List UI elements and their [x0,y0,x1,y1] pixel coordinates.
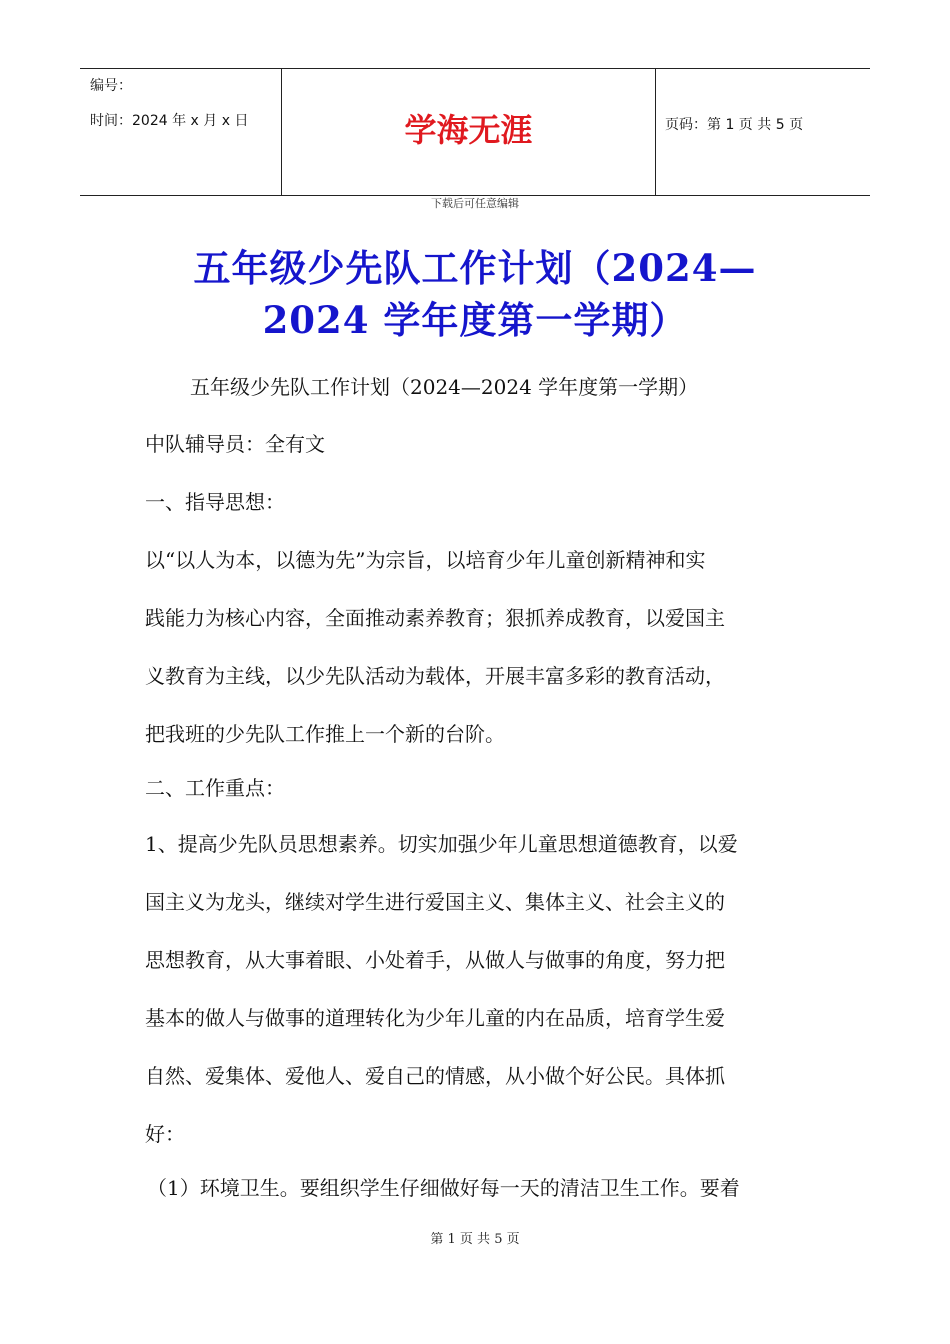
section2-heading-text: 二、工作重点： [145,776,285,800]
paragraph-line: 自然、爱集体、爱他人、爱自己的情感，从小做个好公民。具体抓 [145,1064,725,1088]
section1-heading [145,473,825,531]
paragraph-line: 义教育为主线，以少先队活动为载体，开展丰富多彩的教育活动， [145,664,725,688]
paragraph-line: 把我班的少先队工作推上一个新的台阶。 [145,722,505,746]
paragraph-line: 1、提高少先队员思想素养。切实加强少年儿童思想道德教育，以爱 [145,832,738,856]
paragraph-line: 国主义为龙头，继续对学生进行爱国主义、集体主义、社会主义的 [145,890,725,914]
section1-heading-text: 一、指导思想： [145,490,285,514]
counselor-text: 中队辅导员：全有文 [145,432,325,456]
page-label: 页码：第 1 页 共 5 页 [665,117,804,133]
header-left-cell [80,69,281,195]
time-label: 时间：2024 年 x 月 x 日 [90,113,249,129]
doc-title-line-1: 五年级少先队工作计划（2024— [193,246,757,290]
subtitle-text: 五年级少先队工作计划（2024—2024 学年度第一学期） [190,375,699,399]
subtitle [190,358,870,416]
paragraph-line: 以“以人为本，以德为先”为宗旨，以培育少年儿童创新精神和实 [145,548,706,572]
header-middle-cell [281,69,656,195]
point1-paragraph [145,815,825,1163]
section1-paragraph [145,531,825,763]
page-footer: 第 1 页 共 5 页 [430,1232,520,1247]
paragraph-line: （1）环境卫生。要组织学生仔细做好每一天的清洁卫生工作。要着 [147,1176,740,1200]
item1-paragraph [147,1159,827,1217]
paragraph-line: 基本的做人与做事的道理转化为少年儿童的内在品质，培育学生爱 [145,1006,725,1030]
header-right-cell [655,69,870,195]
header-table [80,68,870,196]
doc-title-line-2: 2024 学年度第一学期） [262,298,688,342]
edit-note: 下载后可任意编辑 [431,197,519,210]
brand-title: 学海无涯 [404,111,533,149]
paragraph-line: 好： [145,1122,185,1146]
counselor-line [145,415,825,473]
number-label: 编号： [90,78,132,94]
paragraph-line: 思想教育，从大事着眼、小处着手，从做人与做事的角度，努力把 [145,948,725,972]
paragraph-line: 践能力为核心内容，全面推动素养教育；狠抓养成教育，以爱国主 [145,606,725,630]
section2-heading [145,759,825,817]
